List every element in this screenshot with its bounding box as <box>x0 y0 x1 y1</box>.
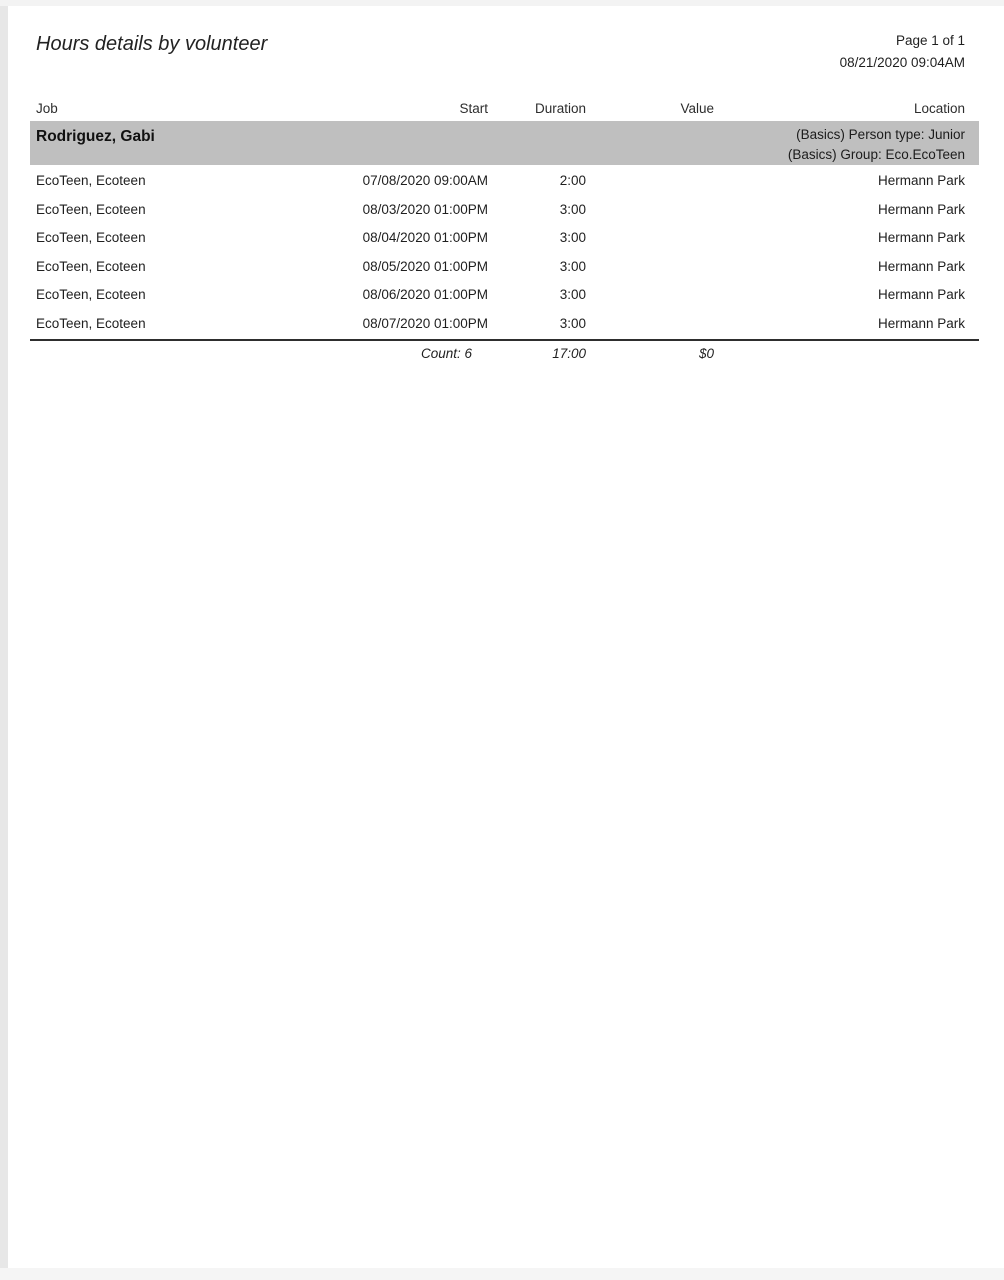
table-row <box>30 281 979 310</box>
page-edge-top <box>0 0 1004 6</box>
cell-start: 08/07/2020 01:00PM <box>362 315 488 331</box>
cell-location: Hermann Park <box>877 201 965 217</box>
cell-job: EcoTeen, Ecoteen <box>36 287 146 302</box>
cell-job: EcoTeen, Ecoteen <box>36 258 146 274</box>
cell-value <box>586 167 714 196</box>
cell-job: EcoTeen, Ecoteen <box>36 230 146 245</box>
cell-value <box>586 281 714 310</box>
cell-job: EcoTeen, Ecoteen <box>36 201 146 217</box>
cell-duration: 2:00 <box>559 173 586 188</box>
report-header <box>30 28 979 100</box>
cell-duration: 3:00 <box>559 230 586 245</box>
cell-location: Hermann Park <box>877 230 965 245</box>
cell-value <box>586 310 714 339</box>
totals-value: $0 <box>698 346 714 361</box>
volunteer-name: Rodriguez, Gabi <box>36 128 155 145</box>
group-header-band <box>30 121 979 165</box>
cell-value <box>586 253 714 282</box>
column-header-location: Location <box>913 101 965 116</box>
totals-duration: 17:00 <box>552 346 586 361</box>
cell-start: 08/04/2020 01:00PM <box>362 230 488 245</box>
cell-duration: 3:00 <box>559 201 586 217</box>
group-person-type: (Basics) Person type: Junior <box>796 127 965 142</box>
table-row <box>30 196 979 225</box>
cell-value <box>586 196 714 225</box>
page-edge-left <box>0 0 8 1280</box>
cell-location: Hermann Park <box>877 173 965 188</box>
cell-value <box>586 224 714 253</box>
cell-start: 07/08/2020 09:00AM <box>362 173 488 188</box>
cell-duration: 3:00 <box>559 258 586 274</box>
totals-spacer-right <box>714 344 965 363</box>
cell-start: 08/03/2020 01:00PM <box>362 201 488 217</box>
page-indicator: Page 1 of 1 <box>895 33 965 48</box>
column-header-start: Start <box>459 101 488 116</box>
cell-start: 08/06/2020 01:00PM <box>362 287 488 302</box>
cell-job: EcoTeen, Ecoteen <box>36 315 146 331</box>
page-edge-bottom <box>0 1268 1004 1280</box>
column-header-job: Job <box>36 101 58 116</box>
group-meta <box>788 121 979 165</box>
table-row <box>30 310 979 339</box>
totals-count: Count: 6 <box>420 346 472 361</box>
totals-row <box>30 341 979 363</box>
report-body <box>30 28 979 363</box>
cell-job: EcoTeen, Ecoteen <box>36 173 146 188</box>
cell-location: Hermann Park <box>877 258 965 274</box>
column-header-value: Value <box>680 101 714 116</box>
column-header-duration: Duration <box>534 101 586 116</box>
report-timestamp: 08/21/2020 09:04AM <box>839 55 965 70</box>
totals-spacer <box>30 344 290 363</box>
group-group-label: (Basics) Group: Eco.EcoTeen <box>787 147 965 162</box>
table-row <box>30 167 979 196</box>
cell-location: Hermann Park <box>877 287 965 302</box>
page-meta <box>840 28 979 74</box>
cell-duration: 3:00 <box>559 287 586 302</box>
table-row <box>30 253 979 282</box>
table-body <box>30 167 979 338</box>
table-row <box>30 224 979 253</box>
cell-start: 08/05/2020 01:00PM <box>362 258 488 274</box>
report-title: Hours details by volunteer <box>36 33 268 55</box>
cell-location: Hermann Park <box>877 315 965 331</box>
cell-duration: 3:00 <box>559 315 586 331</box>
column-header-row <box>30 100 979 118</box>
